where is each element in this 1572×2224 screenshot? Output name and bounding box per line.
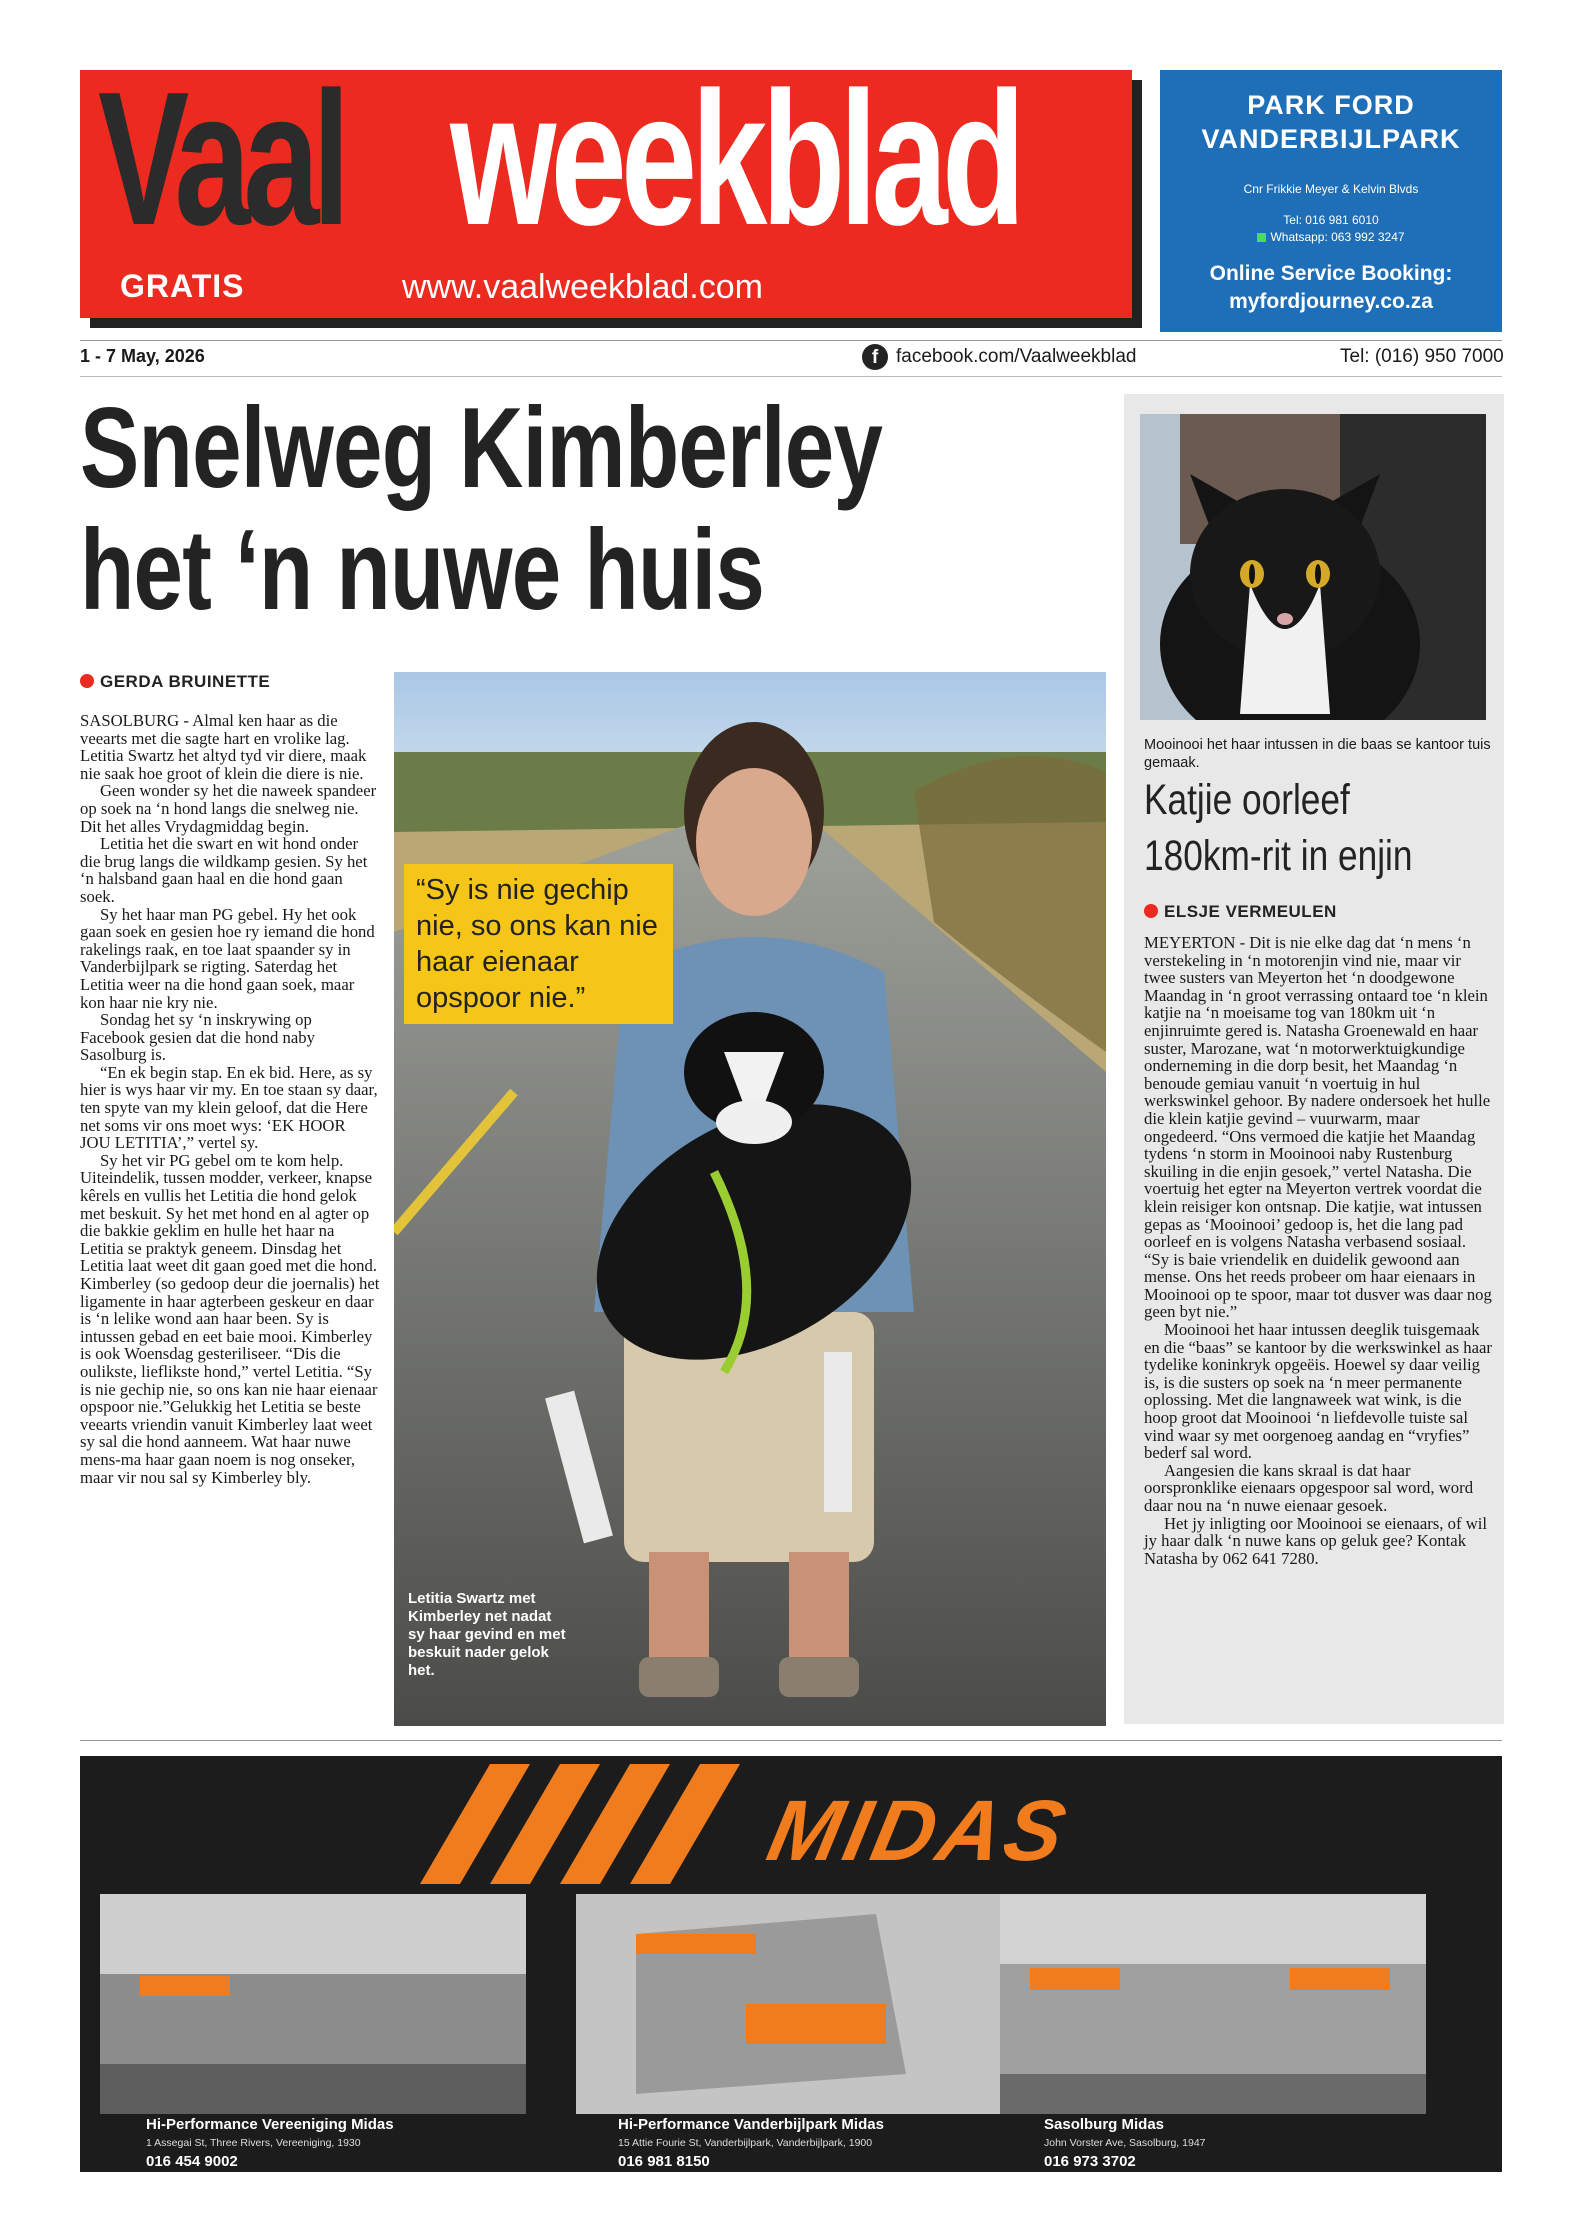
paragraph: Sy het vir PG gebel om te kom help. Uiteindelik, tussen modder, verkeer, knapse kêrels en vullis het Letitia die hond gelok met beskuit. Sy het met hond en al agter op die bakkie geklim en hulle het haar na Letitia se praktyk geneem. Dinsdag het Letitia laat weet dit gaan goed met die hond. Kimberley (so gedoop deur die joernalis) het ligamente in haar agterbeen geskeur en daar is ‘n lelike wond aan haar been. Sy is intussen gebad en eet baie mooi. Kimberley is ook Woensdag gesteriliseer. “Dis die oulikste, lieflikste hond,” vertel Letitia. “Sy is nie gechip nie, so ons kan nie haar eienaar opspoor nie.”Gelukkig het Letitia se beste veearts vriendin vanuit Kimberley laat weet sy sal die hond aanneem. Wat haar nuwe mens-ma haar gaan noem is nog onseker, maar vir nou sal sy Kimberley bly. [80,1150,380,1487]
side-story-body [1144,934,1494,1567]
whatsapp-icon [1257,233,1266,242]
store-name: Sasolburg Midas [1044,2116,1165,2133]
ad-address: Cnr Frikkie Meyer & Kelvin Blvds [1243,182,1419,196]
store-name: Hi-Performance Vanderbijlpark Midas [618,2116,884,2133]
paragraph: “En ek begin stap. En ek bid. Here, as sy hier is wys haar vir my. En toe staan sy daar, ten spyte van my klein geloof, dat die Here net soms vir ons moet wys: ‘EK HOOR JOU LETITIA’,” vertel sy. [80,1062,378,1153]
store-photo-vanderbijlpark [576,1894,1002,2114]
cat-illustration [1140,414,1486,720]
store-info-vanderbijlpark [618,2116,884,2170]
ad-title-line1: PARK FORD [1247,90,1415,120]
store-photo-vereeniging [100,1894,526,2114]
ad-whatsapp: Whatsapp: 063 992 3247 [1270,230,1405,244]
byline-main [80,672,270,692]
paragraph: MEYERTON - Dit is nie elke dag dat ‘n mens ‘n verstekeling in ‘n motorenjin vind nie, maar vir twee susters van Meyerton het ‘n doodgewone Maandag in ‘n groot verrassing ontaard toe ‘n klein katjie na ‘n moeisame tog van 180km uit ‘n enjinruimte gered is. Natasha Groenewald en haar suster, Marozane, wat ‘n motorwerktuigkundige onderneming in die dorp besit, het Maandag ‘n benoude gemiau vanuit ‘n voertuig in hul werkswinkel gehoor. By nadere ondersoek het hulle die klein katjie gevind – vuurwarm, maar ongedeerd. “Ons vermoed die katjie het Maandag tydens ‘n storm in Mooinooi naby Rustenburg skuiling in die enjin gesoek,” vertel Natasha. Die voertuig het egter na Meyerton vertrek voordat die klein reisiger kon ontsnap. Die katjie, wat intussen gepas as ‘Mooinooi’ gedoop is, het die lang pad oorleef en is volgens Natasha verbasend sosiaal. “Sy is baie vriendelik en duidelik gewoond aan mense. Ons het reeds probeer om haar eienaars in Mooinooi op te spoor, maar tot dusver was daar nog geen byt nie.” [1144,933,1492,1322]
divider [80,340,1502,341]
main-story-body [80,712,380,1486]
office-phone: Tel: (016) 950 7000 [1340,346,1504,367]
headline-line1: Snelweg Kimberley [80,385,883,512]
store-photo-sasolburg [1000,1894,1426,2114]
midas-logo-text: MIDAS [759,1783,1078,1879]
gratis-label: GRATIS [120,268,245,304]
byline-name: ELSJE VERMEULEN [1164,902,1337,921]
masthead [80,53,1132,318]
issue-date: 1 - 7 May, 2026 [80,346,205,366]
divider [80,1740,1502,1741]
store-address: 15 Attie Fourie St, Vanderbijlpark, Vanderbijlpark, 1900 [618,2137,873,2149]
paragraph: Sondag het sy ‘n inskrywing op Facebook gesien dat die hond naby Sasolburg is. [80,1010,315,1065]
facebook-icon: f [862,344,888,370]
paragraph: SASOLBURG - Almal ken haar as die veearts met die sagte hart en vrolike lag. Letitia Swartz het altyd tyd vir diere, maak nie saak hoe groot of klein die diere is nie. [80,711,367,783]
midas-ad[interactable] [80,1756,1502,2172]
ad-booking-url[interactable]: myfordjourney.co.za [1229,290,1433,313]
cat-photo-caption: Mooinooi het haar intussen in die baas se kantoor tuis gemaak. [1144,737,1491,771]
ad-title-line2: VANDERBIJLPARK [1201,124,1461,154]
paragraph: Mooinooi het haar intussen deeglik tuisgemaak en die “baas” se kantoor by die werkswinkel as haar tydelike koninkryk opgeëis. Hoewel sy daar veilig is, is die susters op soek na ‘n meer permanente oplossing. Met die langnaweek wat wink, is die hoop groot dat Mooinooi ‘n liefdevolle tuiste sal vind waar sy met oorgenoeg aandag en “vryfies” bederf sal word. [1144,1320,1492,1463]
store-info-sasolburg [1044,2116,1206,2170]
side-headline-line1: Katjie oorleef [1144,776,1350,824]
paragraph: Geen wonder sy het die naweek spandeer op soek na ‘n hond langs die snelweg nie. Dit het alles Vrydagmiddag begin. [80,781,377,836]
photo-caption: Letitia Swartz met Kimberley net nadat sy haar gevind en met beskuit nader gelok het. [408,1590,566,1679]
paragraph: Aangesien die kans skraal is dat haar oorspronklike eienaars opgespoor sal word, word daar nou na ‘n nuwe eienaar gesoek. [1144,1460,1474,1515]
store-name: Hi-Performance Vereeniging Midas [146,2116,394,2133]
store-phone: 016 981 8150 [618,2153,710,2170]
pull-quote: “Sy is nie gechip nie, so ons kan nie haar eienaar opspoor nie.” [404,864,673,1024]
website-url[interactable]: www.vaalweekblad.com [402,268,763,306]
facebook-link[interactable]: facebook.com/Vaalweekblad [896,346,1137,367]
midas-stripes-icon [420,1764,750,1884]
sidebar-story [1124,394,1504,1724]
bullet-icon [80,674,94,688]
cat-photo [1140,414,1486,720]
paragraph: Sy het haar man PG gebel. Hy het ook gaan soek en gesien hoe ry iemand die hond rakelings raak, en toe laat spaander sy in Vanderbijlpark se rigting. Saterdag het Letitia weer na die hond gaan soek, maar kon haar nie kry nie. [80,904,375,1012]
ad-booking-line1: Online Service Booking: [1209,262,1453,285]
logo-weekblad: weekblad [450,53,1020,265]
store-phone: 016 973 3702 [1044,2153,1136,2170]
logo-vaal: Vaal [98,53,344,265]
store-info-vereeniging [146,2116,394,2170]
woman-with-dog-illustration [394,672,1106,1726]
bullet-icon [1144,904,1158,918]
divider [80,376,1502,377]
main-headline [80,385,883,634]
byline-side [1144,902,1337,922]
store-phone: 016 454 9002 [146,2153,238,2170]
headline-line2: het ‘n nuwe huis [80,507,765,634]
main-photo [394,672,1106,1726]
park-ford-ad[interactable] [1160,70,1502,332]
store-address: 1 Assegai St, Three Rivers, Vereeniging, 1930 [146,2137,361,2149]
ad-tel: Tel: 016 981 6010 [1283,213,1379,227]
paragraph: Het jy inligting oor Mooinooi se eienaars, of wil jy haar dalk ‘n nuwe kans op geluk gee? Kontak Natasha by 062 641 7280. [1144,1513,1488,1568]
store-address: John Vorster Ave, Sasolburg, 1947 [1044,2137,1206,2149]
byline-name: GERDA BRUINETTE [100,672,271,691]
side-headline [1144,772,1431,884]
side-headline-line2: 180km-rit in enjin [1144,832,1413,880]
paragraph: Letitia het die swart en wit hond onder die brug langs die wildkamp gesien. Sy het ‘n halsband gaan haal en die hond gaan soek. [80,834,368,906]
